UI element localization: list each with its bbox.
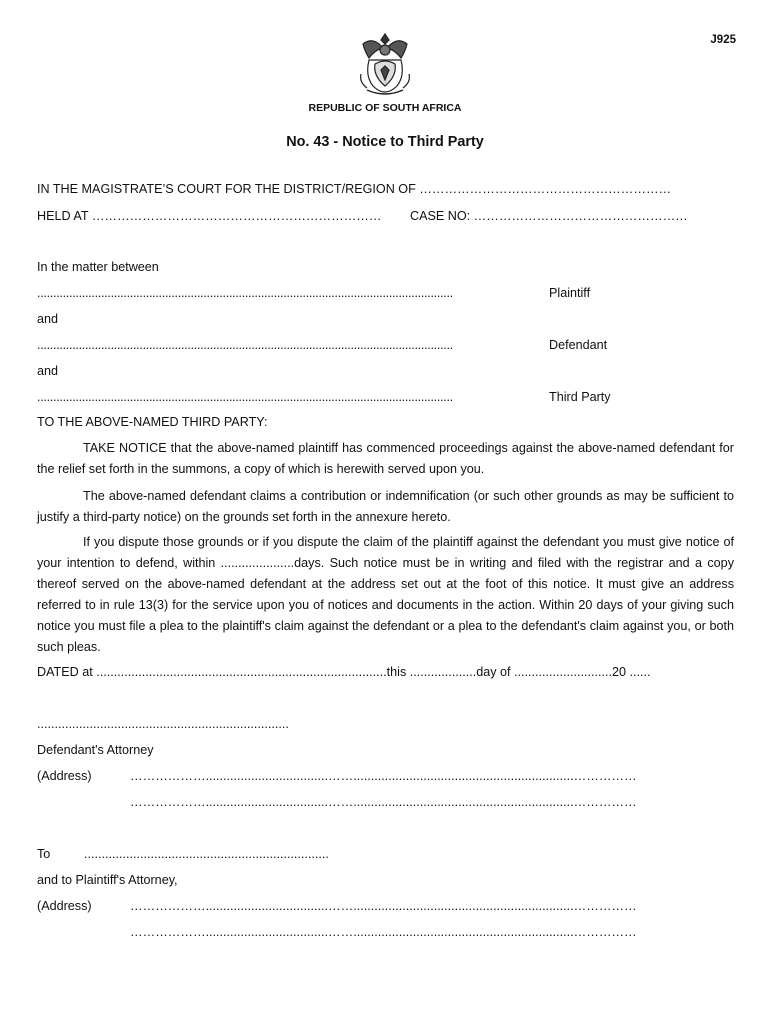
defendant-label: Defendant: [549, 338, 608, 352]
salutation: TO THE ABOVE-NAMED THIRD PARTY:: [37, 415, 268, 429]
plaintiff-name-blank: ..................................................................................................................................: [37, 286, 453, 300]
address-line: ………………...................................……...............................................................……………: [130, 769, 637, 783]
address-label: (Address): [37, 899, 92, 913]
paragraph-text: If you dispute those grounds or if you dispute the claim of the plaintiff against the defendant you must give notice of your intention to defend, within .....................days. Such notice must be in writing and filed with the registrar and a copy thereof served on the above-named defendant at the address set out at the foot of this notice. It must give an address referred to in rule 13(3) for the service upon you of notices and documents in the action. Within 20 days of your giving such notice you must file a plea to the plaintiff's claim against the defendant or a plea to the defendant's claim against you, or both such pleas.: [37, 535, 734, 654]
case-number-field: CASE NO: ……………………………………………: [410, 209, 688, 223]
paragraph-contribution: [37, 486, 734, 528]
plaintiff-label: Plaintiff: [549, 286, 591, 300]
plaintiff-attorney-label: and to Plaintiff's Attorney,: [37, 873, 178, 887]
defendant-attorney-label: Defendant's Attorney: [37, 743, 154, 757]
defendant-name-blank: ..................................................................................................................................: [37, 338, 453, 352]
page-title: No. 43 - Notice to Third Party: [286, 134, 484, 150]
address-line: ………………...................................……...............................................................……………: [130, 899, 637, 913]
signature-line: ........................................................................: [37, 717, 289, 731]
to-label: To: [37, 847, 51, 861]
address-line: ………………...................................……...............................................................……………: [130, 795, 637, 809]
form-code: J925: [710, 34, 736, 46]
paragraph-dispute: [37, 532, 734, 658]
held-at-field: HELD AT ……………………………………………………………: [37, 209, 382, 223]
third-party-label: Third Party: [549, 390, 611, 404]
country-heading: REPUBLIC OF SOUTH AFRICA: [308, 102, 462, 114]
court-line: IN THE MAGISTRATE’S COURT FOR THE DISTRICT/REGION OF ……………………………………………………: [37, 182, 672, 196]
paragraph-text: The above-named defendant claims a contribution or indemnification (or such other grounds as may be sufficient to justify a third-party notice) on the grounds set forth in the annexure hereto.: [37, 489, 734, 524]
address-label: (Address): [37, 769, 92, 783]
third-party-name-blank: ..................................................................................................................................: [37, 390, 453, 404]
parties-intro: In the matter between: [37, 260, 159, 274]
address-line: ………………...................................……...............................................................……………: [130, 925, 637, 939]
dated-line: DATED at ...................................................................................this ...................day of ............................20 ......: [37, 665, 651, 679]
paragraph-text: TAKE NOTICE that the above-named plaintiff has commenced proceedings against the above-named defendant for the relief set forth in the summons, a copy of which is herewith served upon you.: [37, 441, 734, 476]
coat-of-arms-emblem: [355, 30, 415, 98]
paragraph-take-notice: [37, 438, 734, 480]
to-name-line: ......................................................................: [84, 847, 329, 861]
and-label: and: [37, 364, 59, 378]
and-label: and: [37, 312, 59, 326]
